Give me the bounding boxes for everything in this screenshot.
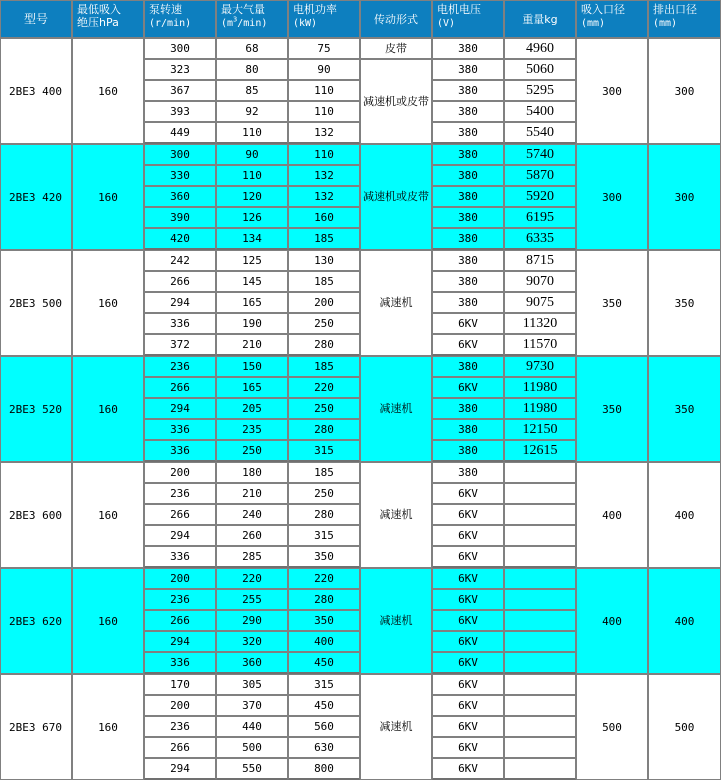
airflow-cell: 290 <box>216 610 288 631</box>
min-suction-cell: 160 <box>72 462 144 568</box>
power-cell: 132 <box>288 165 360 186</box>
airflow-cell: 370 <box>216 695 288 716</box>
airflow-cell: 440 <box>216 716 288 737</box>
power-cell: 350 <box>288 546 360 568</box>
voltage-cell: 6KV <box>432 504 504 525</box>
header-pump-speed: 泵转速 (r/min) <box>144 0 216 38</box>
voltage-cell: 6KV <box>432 674 504 695</box>
speed-cell: 420 <box>144 228 216 250</box>
inlet-diameter-cell: 500 <box>576 674 648 780</box>
header-weight: 重量kg <box>504 0 576 38</box>
voltage-cell: 380 <box>432 440 504 462</box>
speed-cell: 300 <box>144 38 216 59</box>
power-cell: 130 <box>288 250 360 271</box>
voltage-cell: 380 <box>432 356 504 377</box>
power-cell: 450 <box>288 695 360 716</box>
drive-type-cell: 减速机 <box>360 568 432 674</box>
speed-cell: 200 <box>144 462 216 483</box>
power-cell: 110 <box>288 101 360 122</box>
airflow-cell: 180 <box>216 462 288 483</box>
airflow-cell: 92 <box>216 101 288 122</box>
airflow-cell: 110 <box>216 122 288 144</box>
drive-type-cell: 减速机 <box>360 356 432 462</box>
voltage-cell: 6KV <box>432 334 504 356</box>
weight-cell: 9075 <box>504 292 576 313</box>
header-inlet-diameter: 吸入口径 (mm) <box>576 0 648 38</box>
speed-cell: 300 <box>144 144 216 165</box>
drive-type-cell: 皮带 <box>360 38 432 59</box>
voltage-cell: 6KV <box>432 631 504 652</box>
airflow-cell: 205 <box>216 398 288 419</box>
weight-cell: 11980 <box>504 377 576 398</box>
power-cell: 280 <box>288 334 360 356</box>
min-suction-cell: 160 <box>72 356 144 462</box>
speed-cell: 330 <box>144 165 216 186</box>
inlet-diameter-cell: 300 <box>576 38 648 144</box>
voltage-cell: 380 <box>432 228 504 250</box>
weight-cell: 11570 <box>504 334 576 356</box>
weight-cell <box>504 462 576 483</box>
inlet-diameter-cell: 300 <box>576 144 648 250</box>
table-header <box>0 0 721 38</box>
airflow-cell: 210 <box>216 483 288 504</box>
power-cell: 220 <box>288 377 360 398</box>
model-cell: 2BE3 620 <box>0 568 72 674</box>
weight-cell: 4960 <box>504 38 576 59</box>
speed-cell: 323 <box>144 59 216 80</box>
voltage-cell: 6KV <box>432 716 504 737</box>
voltage-cell: 6KV <box>432 610 504 631</box>
voltage-cell: 380 <box>432 101 504 122</box>
speed-cell: 294 <box>144 398 216 419</box>
drive-type-cell: 减速机或皮带 <box>360 59 432 144</box>
airflow-cell: 145 <box>216 271 288 292</box>
airflow-cell: 240 <box>216 504 288 525</box>
weight-cell <box>504 631 576 652</box>
voltage-cell: 6KV <box>432 589 504 610</box>
header-max-airflow: 最大气量 $(m^3/\min)$ <box>216 0 288 38</box>
voltage-cell: 380 <box>432 186 504 207</box>
speed-cell: 266 <box>144 377 216 398</box>
airflow-cell: 165 <box>216 377 288 398</box>
airflow-cell: 190 <box>216 313 288 334</box>
speed-cell: 367 <box>144 80 216 101</box>
weight-cell: 9730 <box>504 356 576 377</box>
table-body <box>0 38 721 780</box>
min-suction-cell: 160 <box>72 250 144 356</box>
voltage-cell: 380 <box>432 165 504 186</box>
weight-cell: 6195 <box>504 207 576 228</box>
voltage-cell: 380 <box>432 250 504 271</box>
airflow-cell: 305 <box>216 674 288 695</box>
voltage-cell: 6KV <box>432 483 504 504</box>
speed-cell: 336 <box>144 440 216 462</box>
speed-cell: 266 <box>144 271 216 292</box>
speed-cell: 336 <box>144 652 216 674</box>
power-cell: 280 <box>288 504 360 525</box>
power-cell: 75 <box>288 38 360 59</box>
speed-cell: 393 <box>144 101 216 122</box>
speed-cell: 266 <box>144 737 216 758</box>
min-suction-cell: 160 <box>72 144 144 250</box>
power-cell: 185 <box>288 462 360 483</box>
airflow-cell: 110 <box>216 165 288 186</box>
weight-cell: 11980 <box>504 398 576 419</box>
weight-cell <box>504 483 576 504</box>
airflow-cell: 134 <box>216 228 288 250</box>
weight-cell <box>504 695 576 716</box>
inlet-diameter-cell: 400 <box>576 462 648 568</box>
voltage-cell: 6KV <box>432 546 504 568</box>
power-cell: 450 <box>288 652 360 674</box>
voltage-cell: 380 <box>432 462 504 483</box>
weight-cell: 5920 <box>504 186 576 207</box>
airflow-cell: 120 <box>216 186 288 207</box>
model-cell: 2BE3 500 <box>0 250 72 356</box>
voltage-cell: 380 <box>432 398 504 419</box>
table-row <box>0 674 721 695</box>
speed-cell: 242 <box>144 250 216 271</box>
weight-cell <box>504 568 576 589</box>
weight-cell <box>504 758 576 780</box>
weight-cell <box>504 674 576 695</box>
speed-cell: 170 <box>144 674 216 695</box>
voltage-cell: 6KV <box>432 313 504 334</box>
weight-cell <box>504 546 576 568</box>
power-cell: 185 <box>288 356 360 377</box>
header-motor-voltage: 电机电压 (V) <box>432 0 504 38</box>
airflow-cell: 260 <box>216 525 288 546</box>
table-row <box>0 356 721 377</box>
power-cell: 250 <box>288 313 360 334</box>
drive-type-cell: 减速机或皮带 <box>360 144 432 250</box>
airflow-cell: 255 <box>216 589 288 610</box>
header-drive-type: 传动形式 <box>360 0 432 38</box>
speed-cell: 266 <box>144 610 216 631</box>
voltage-cell: 380 <box>432 271 504 292</box>
airflow-cell: 126 <box>216 207 288 228</box>
outlet-diameter-cell: 350 <box>648 356 721 462</box>
speed-cell: 449 <box>144 122 216 144</box>
outlet-diameter-cell: 400 <box>648 462 721 568</box>
weight-cell: 5295 <box>504 80 576 101</box>
power-cell: 200 <box>288 292 360 313</box>
weight-cell <box>504 737 576 758</box>
voltage-cell: 380 <box>432 122 504 144</box>
speed-cell: 236 <box>144 589 216 610</box>
min-suction-cell: 160 <box>72 568 144 674</box>
weight-cell: 6335 <box>504 228 576 250</box>
power-cell: 185 <box>288 271 360 292</box>
voltage-cell: 380 <box>432 59 504 80</box>
weight-cell: 12150 <box>504 419 576 440</box>
drive-type-cell: 减速机 <box>360 674 432 780</box>
speed-cell: 294 <box>144 631 216 652</box>
power-cell: 315 <box>288 674 360 695</box>
inlet-diameter-cell: 400 <box>576 568 648 674</box>
airflow-cell: 285 <box>216 546 288 568</box>
power-cell: 160 <box>288 207 360 228</box>
power-cell: 400 <box>288 631 360 652</box>
weight-cell <box>504 716 576 737</box>
voltage-cell: 380 <box>432 207 504 228</box>
table-row <box>0 144 721 165</box>
voltage-cell: 6KV <box>432 758 504 780</box>
speed-cell: 336 <box>144 419 216 440</box>
speed-cell: 200 <box>144 568 216 589</box>
model-cell: 2BE3 600 <box>0 462 72 568</box>
voltage-cell: 6KV <box>432 652 504 674</box>
table-row <box>0 568 721 589</box>
drive-type-cell: 减速机 <box>360 462 432 568</box>
voltage-cell: 6KV <box>432 377 504 398</box>
power-cell: 630 <box>288 737 360 758</box>
airflow-cell: 550 <box>216 758 288 780</box>
model-cell: 2BE3 520 <box>0 356 72 462</box>
outlet-diameter-cell: 500 <box>648 674 721 780</box>
power-cell: 315 <box>288 440 360 462</box>
outlet-diameter-cell: 350 <box>648 250 721 356</box>
airflow-cell: 125 <box>216 250 288 271</box>
speed-cell: 336 <box>144 546 216 568</box>
table-row <box>0 250 721 271</box>
weight-cell: 5400 <box>504 101 576 122</box>
voltage-cell: 380 <box>432 292 504 313</box>
table-row <box>0 38 721 59</box>
airflow-cell: 235 <box>216 419 288 440</box>
airflow-cell: 85 <box>216 80 288 101</box>
voltage-cell: 380 <box>432 80 504 101</box>
airflow-cell: 250 <box>216 440 288 462</box>
header-row <box>0 0 721 38</box>
power-cell: 250 <box>288 483 360 504</box>
weight-cell <box>504 525 576 546</box>
min-suction-cell: 160 <box>72 674 144 780</box>
power-cell: 280 <box>288 419 360 440</box>
weight-cell: 5740 <box>504 144 576 165</box>
power-cell: 560 <box>288 716 360 737</box>
power-cell: 132 <box>288 122 360 144</box>
airflow-cell: 68 <box>216 38 288 59</box>
speed-cell: 390 <box>144 207 216 228</box>
airflow-cell: 500 <box>216 737 288 758</box>
voltage-cell: 6KV <box>432 568 504 589</box>
airflow-cell: 320 <box>216 631 288 652</box>
weight-cell: 5060 <box>504 59 576 80</box>
model-cell: 2BE3 400 <box>0 38 72 144</box>
speed-cell: 360 <box>144 186 216 207</box>
power-cell: 315 <box>288 525 360 546</box>
voltage-cell: 6KV <box>432 525 504 546</box>
drive-type-cell: 减速机 <box>360 250 432 356</box>
model-cell: 2BE3 420 <box>0 144 72 250</box>
power-cell: 220 <box>288 568 360 589</box>
voltage-cell: 380 <box>432 419 504 440</box>
inlet-diameter-cell: 350 <box>576 250 648 356</box>
weight-cell <box>504 504 576 525</box>
header-outlet-diameter: 排出口径 (mm) <box>648 0 721 38</box>
voltage-cell: 380 <box>432 38 504 59</box>
airflow-cell: 165 <box>216 292 288 313</box>
header-model: 型号 <box>0 0 72 38</box>
power-cell: 110 <box>288 80 360 101</box>
weight-cell: 9070 <box>504 271 576 292</box>
model-cell: 2BE3 670 <box>0 674 72 780</box>
airflow-cell: 150 <box>216 356 288 377</box>
airflow-cell: 90 <box>216 144 288 165</box>
weight-cell <box>504 610 576 631</box>
table-row <box>0 462 721 483</box>
airflow-cell: 80 <box>216 59 288 80</box>
power-cell: 185 <box>288 228 360 250</box>
airflow-cell: 360 <box>216 652 288 674</box>
speed-cell: 372 <box>144 334 216 356</box>
speed-cell: 294 <box>144 292 216 313</box>
voltage-cell: 6KV <box>432 695 504 716</box>
min-suction-cell: 160 <box>72 38 144 144</box>
voltage-cell: 380 <box>432 144 504 165</box>
weight-cell: 8715 <box>504 250 576 271</box>
outlet-diameter-cell: 400 <box>648 568 721 674</box>
speed-cell: 336 <box>144 313 216 334</box>
airflow-cell: 220 <box>216 568 288 589</box>
outlet-diameter-cell: 300 <box>648 144 721 250</box>
power-cell: 350 <box>288 610 360 631</box>
airflow-cell: 210 <box>216 334 288 356</box>
power-cell: 280 <box>288 589 360 610</box>
outlet-diameter-cell: 300 <box>648 38 721 144</box>
speed-cell: 294 <box>144 525 216 546</box>
weight-cell: 5540 <box>504 122 576 144</box>
power-cell: 800 <box>288 758 360 780</box>
weight-cell: 12615 <box>504 440 576 462</box>
speed-cell: 236 <box>144 716 216 737</box>
weight-cell: 5870 <box>504 165 576 186</box>
weight-cell <box>504 589 576 610</box>
weight-cell <box>504 652 576 674</box>
speed-cell: 236 <box>144 483 216 504</box>
power-cell: 90 <box>288 59 360 80</box>
weight-cell: 11320 <box>504 313 576 334</box>
power-cell: 110 <box>288 144 360 165</box>
speed-cell: 236 <box>144 356 216 377</box>
header-motor-power: 电机功率 (kW) <box>288 0 360 38</box>
power-cell: 250 <box>288 398 360 419</box>
header-min-suction: 最低吸入 绝压hPa <box>72 0 144 38</box>
power-cell: 132 <box>288 186 360 207</box>
voltage-cell: 6KV <box>432 737 504 758</box>
speed-cell: 294 <box>144 758 216 780</box>
inlet-diameter-cell: 350 <box>576 356 648 462</box>
speed-cell: 200 <box>144 695 216 716</box>
speed-cell: 266 <box>144 504 216 525</box>
